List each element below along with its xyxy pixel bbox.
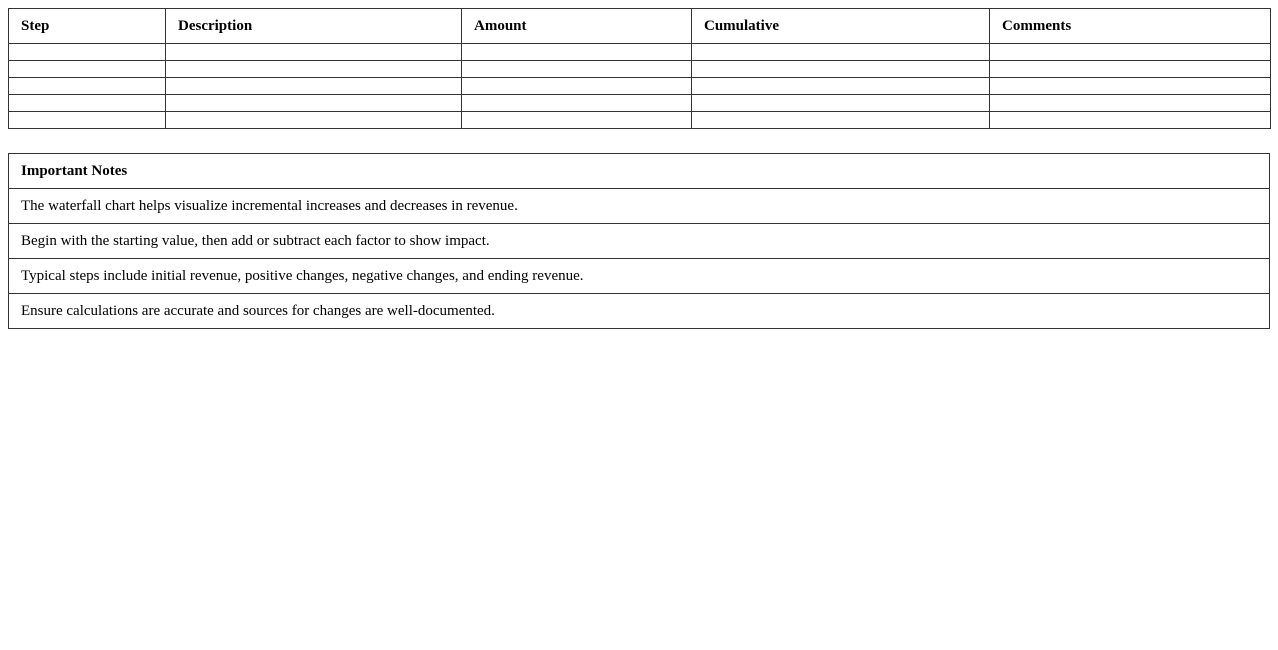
table-header-row (9, 9, 1271, 44)
note-text: Ensure calculations are accurate and sources for changes are well-documented. (9, 294, 1270, 329)
table-cell (692, 61, 990, 78)
table-cell (9, 61, 166, 78)
notes-header-row (9, 154, 1270, 189)
table-cell (990, 78, 1271, 95)
note-text: Typical steps include initial revenue, positive changes, negative changes, and ending revenue. (9, 259, 1270, 294)
table-cell (462, 95, 692, 112)
note-text: Begin with the starting value, then add or subtract each factor to show impact. (9, 224, 1270, 259)
table-row (9, 78, 1271, 95)
header-amount: Amount (462, 9, 692, 44)
table-cell (462, 112, 692, 129)
table-row (9, 44, 1271, 61)
table-row (9, 112, 1271, 129)
table-cell (9, 112, 166, 129)
table-cell (692, 44, 990, 61)
table-cell (9, 95, 166, 112)
page-content (8, 8, 1270, 329)
table-cell (990, 95, 1271, 112)
important-notes-table (8, 153, 1270, 329)
table-cell (692, 112, 990, 129)
list-item (9, 294, 1270, 329)
table-cell (990, 112, 1271, 129)
list-item (9, 259, 1270, 294)
table-row (9, 61, 1271, 78)
table-cell (166, 44, 462, 61)
table-cell (990, 44, 1271, 61)
waterfall-steps-table (8, 8, 1271, 129)
table-cell (166, 61, 462, 78)
table-cell (692, 78, 990, 95)
notes-title: Important Notes (9, 154, 1270, 189)
table-cell (166, 78, 462, 95)
header-cumulative: Cumulative (692, 9, 990, 44)
note-text: The waterfall chart helps visualize incremental increases and decreases in revenue. (9, 189, 1270, 224)
table-cell (9, 44, 166, 61)
list-item (9, 224, 1270, 259)
header-comments: Comments (990, 9, 1271, 44)
table-cell (166, 95, 462, 112)
table-cell (462, 61, 692, 78)
header-step: Step (9, 9, 166, 44)
table-cell (166, 112, 462, 129)
list-item (9, 189, 1270, 224)
table-cell (990, 61, 1271, 78)
header-description: Description (166, 9, 462, 44)
table-row (9, 95, 1271, 112)
table-cell (462, 78, 692, 95)
table-cell (692, 95, 990, 112)
table-cell (9, 78, 166, 95)
table-cell (462, 44, 692, 61)
